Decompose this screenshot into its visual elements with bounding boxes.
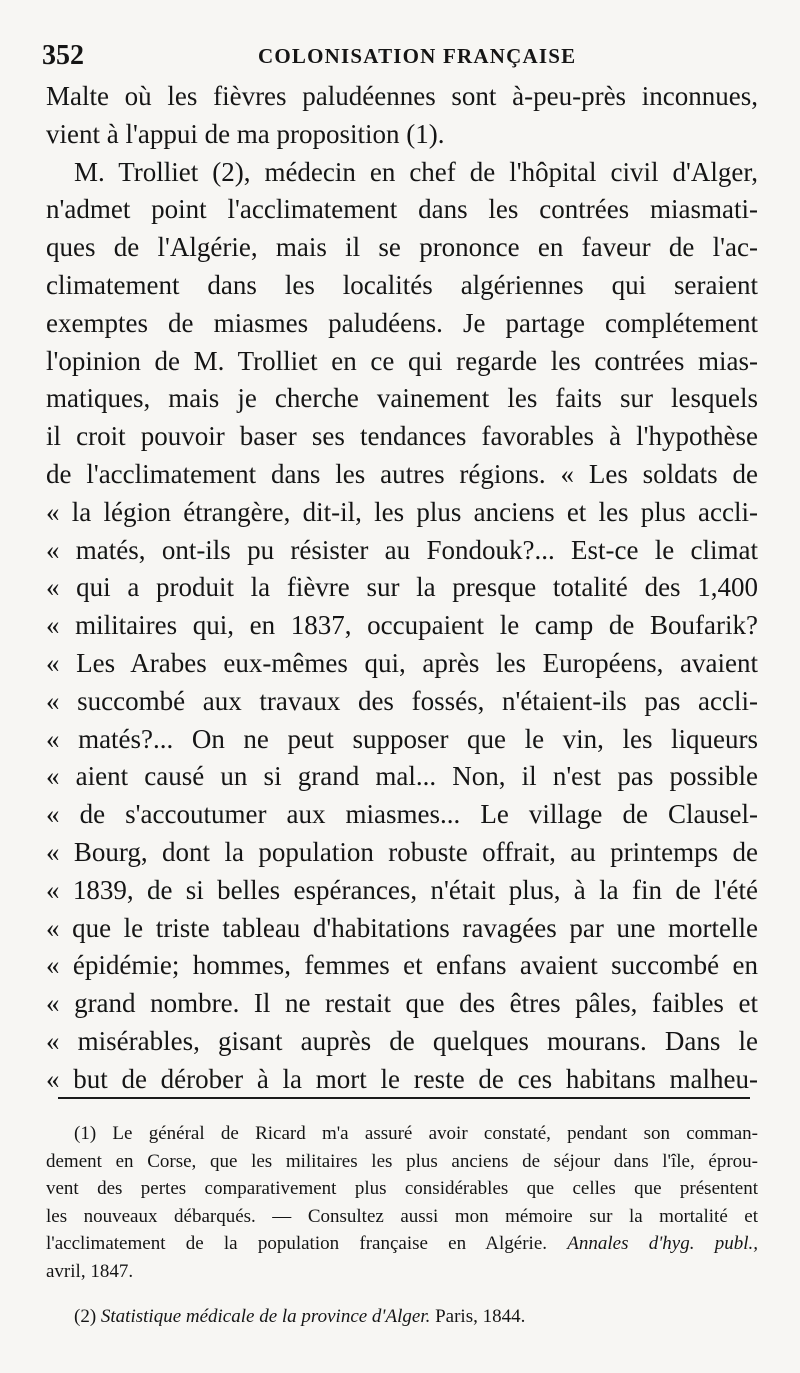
text-line: matiques, mais je cherche vainement les faits sur lesquels [46,383,758,414]
text-line: « grand nombre. Il ne restait que des êtres pâles, faibles et [46,988,758,1019]
page-number: 352 [42,40,84,71]
text-line: de l'acclimatement dans les autres régions. « Les soldats de [46,458,758,489]
book-title: Statistique médicale de la province d'Alger. [100,1306,431,1327]
text-line: « matés?... On ne peut supposer que le vin, les liqueurs [46,723,758,754]
text-line: « qui a produit la fièvre sur la presque totalité des 1,400 [46,572,758,603]
journal-title: Annales d'hyg. publ., [567,1233,758,1254]
footnote-number: (2) [74,1306,97,1327]
text-line: n'admet point l'acclimatement dans les contrées miasmati- [46,194,758,225]
text-line: l'opinion de M. Trolliet en ce qui regarde les contrées mias- [46,345,758,376]
footnote-line: vent des pertes comparativement plus considérables que celles que présentent [46,1178,758,1199]
text-line: « matés, ont-ils pu résister au Fondouk?... Est-ce le climat [46,534,758,565]
footnote-text: l'acclimatement de la population française en Algérie. [46,1233,548,1254]
running-title: COLONISATION FRANÇAISE [258,44,577,68]
text-line: « épidémie; hommes, femmes et enfans avaient succombé en [46,950,758,981]
footnote-line [46,1303,758,1331]
text-line: « de s'accoutumer aux miasmes... Le village de Clausel- [46,799,758,830]
footnote-line: avril, 1847. [46,1260,134,1282]
footnotes [46,1120,758,1331]
footnote-1 [46,1120,758,1285]
text-line: « Les Arabes eux-mêmes qui, après les Européens, avaient [46,647,758,678]
footnote-2 [46,1303,758,1331]
text-line: « Bourg, dont la population robuste offrait, au printemps de [46,836,758,867]
text-line: « militaires qui, en 1837, occupaient le camp de Boufarik? [46,610,758,641]
footnote-rule [58,1097,750,1099]
text-line: exemptes de miasmes paludéens. Je partage complétement [46,307,758,338]
text-line: « que le triste tableau d'habitations ravagées par une mortelle [46,912,758,943]
text-line: il croit pouvoir baser ses tendances favorables à l'hypothèse [46,421,758,452]
text-line: « aient causé un si grand mal... Non, il n'est pas possible [46,761,758,792]
footnote-line: les nouveaux débarqués. — Consultez aussi mon mémoire sur la mortalité et [46,1205,758,1227]
text-line: « misérables, gisant auprès de quelques mourans. Dans le [46,1025,758,1056]
text-line: vient à l'appui de ma proposition (1). [46,118,445,149]
text-line: climatement dans les localités algériennes qui seraient [46,269,758,300]
body-text [46,78,758,1099]
running-head [40,38,760,74]
footnote-line: (1) Le général de Ricard m'a assuré avoir constaté, pendant son comman- [74,1123,758,1144]
publication-place: Paris, 1844. [435,1306,526,1327]
text-line: Malte où les fièvres paludéennes sont à-peu-près inconnues, [46,81,758,111]
text-line: « 1839, de si belles espérances, n'était plus, à la fin de l'été [46,874,758,905]
text-line: « la légion étrangère, dit-il, les plus anciens et les plus accli- [46,496,758,527]
text-line: M. Trolliet (2), médecin en chef de l'hôpital civil d'Alger, [74,156,758,187]
text-line: ques de l'Algérie, mais il se prononce en faveur de l'ac- [46,232,758,263]
text-line: « but de dérober à la mort le reste de ces habitans malheu- [46,1063,758,1094]
footnote-line: dement en Corse, que les militaires les plus anciens de séjour dans l'île, éprou- [46,1150,758,1172]
text-line: « succombé aux travaux des fossés, n'étaient-ils pas accli- [46,685,758,716]
footnote-line [46,1230,758,1258]
